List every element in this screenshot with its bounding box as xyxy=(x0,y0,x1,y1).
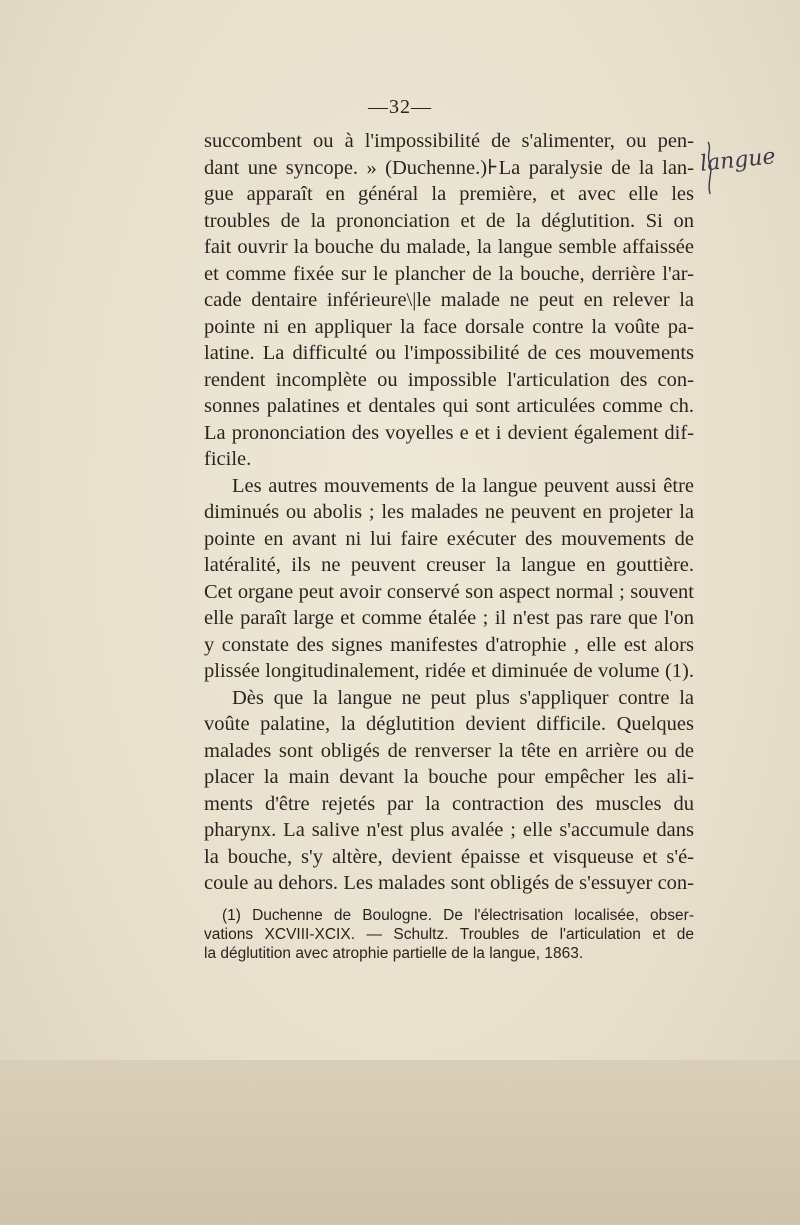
text-line: Les autres mouvements de la langue peuvent aussi être xyxy=(232,474,694,497)
handwritten-margin-note: langue xyxy=(698,144,777,177)
footnote xyxy=(204,906,694,963)
text-line: pointe en avant ni lui faire exécuter des mouvements de xyxy=(204,527,694,550)
text-line: pointe ni en appliquer la face dorsale contre la voûte pa- xyxy=(204,315,694,338)
text-line: Dès que la langue ne peut plus s'appliquer contre la xyxy=(232,686,694,709)
text-line: la bouche, s'y altère, devient épaisse et visqueuse et s'é- xyxy=(204,845,694,868)
footnote-line: la déglutition avec atrophie partielle de la langue, 1863. xyxy=(204,945,584,962)
text-line: latéralité, ils ne peuvent creuser la langue en gouttière. xyxy=(204,554,694,576)
text-line: fait ouvrir la bouche du malade, la langue semble affaissée xyxy=(204,236,694,258)
text-line: Cet organe peut avoir conservé son aspect normal ; souvent xyxy=(204,580,694,603)
text-line: placer la main devant la bouche pour empêcher les ali- xyxy=(204,766,694,788)
text-line: plissée longitudinalement, ridée et diminuée de volume (1). xyxy=(204,660,694,682)
text-line: dant une syncope. » (Duchenne.)⊦La paralysie de la lan- xyxy=(204,156,694,179)
text-line: succombent ou à l'impossibilité de s'alimenter, ou pen- xyxy=(204,130,694,152)
text-line: ficile. xyxy=(204,448,252,470)
text-line: rendent incomplète ou impossible l'articulation des con- xyxy=(204,368,694,391)
text-line: malades sont obligés de renverser la tête en arrière ou de xyxy=(204,739,694,762)
text-line: sonnes palatines et dentales qui sont articulées comme ch. xyxy=(204,395,694,417)
text-line: voûte palatine, la déglutition devient difficile. Quelques xyxy=(204,713,694,735)
text-line: diminués ou abolis ; les malades ne peuvent en projeter la xyxy=(204,501,694,523)
page-number: —32— xyxy=(368,96,432,118)
text-line: y constate des signes manifestes d'atrophie , elle est alors xyxy=(204,633,694,656)
text-line: La prononciation des voyelles e et i devient également dif- xyxy=(204,421,694,444)
footnote-line: vations XCVIII-XCIX. — Schultz. Troubles de l'articulation et de xyxy=(204,926,694,943)
text-line: cade dentaire inférieure\|le malade ne peut en relever la xyxy=(204,289,694,311)
text-line: troubles de la prononciation et de la déglutition. Si on xyxy=(204,209,694,232)
text-line: et comme fixée sur le plancher de la bouche, derrière l'ar- xyxy=(204,262,694,285)
body-text xyxy=(204,128,694,897)
text-line: latine. La difficulté ou l'impossibilité de ces mouvements xyxy=(204,342,694,364)
text-line: pharynx. La salive n'est plus avalée ; elle s'accumule dans xyxy=(204,819,694,841)
text-line: elle paraît large et comme étalée ; il n'est pas rare que l'on xyxy=(204,607,694,629)
text-line: gue apparaît en général la première, et avec elle les xyxy=(204,183,694,205)
page-bottom-margin xyxy=(0,1060,800,1225)
text-line: coule au dehors. Les malades sont obligés de s'essuyer con- xyxy=(204,872,694,894)
footnote-line: (1) Duchenne de Boulogne. De l'électrisation localisée, obser- xyxy=(222,907,694,924)
text-line: ments d'être rejetés par la contraction des muscles du xyxy=(204,792,694,815)
